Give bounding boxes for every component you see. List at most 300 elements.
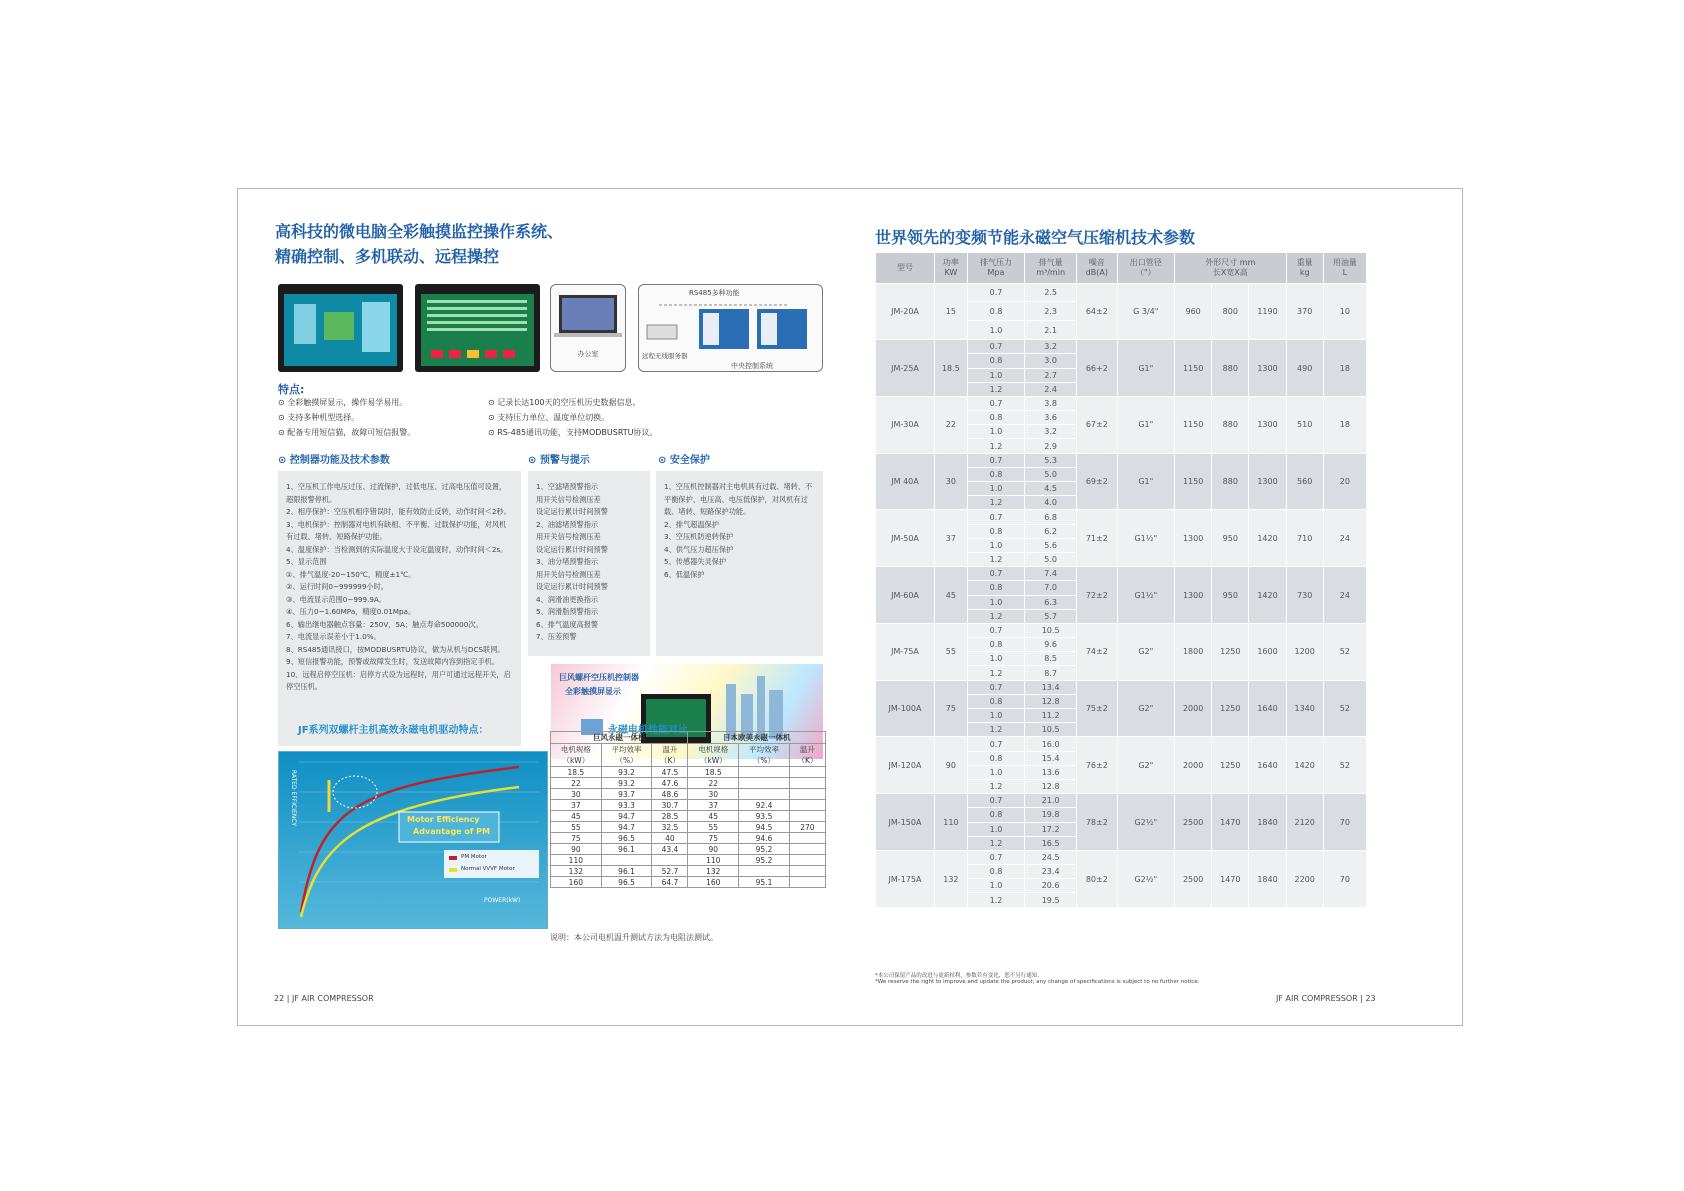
- flow-cell: 5.7: [1025, 609, 1077, 623]
- chart-xlabel: POWER(kW): [484, 897, 521, 904]
- pressure-cell: 0.8: [967, 411, 1024, 425]
- length-cell: 1150: [1175, 340, 1212, 397]
- width-cell: 950: [1212, 567, 1249, 624]
- flow-cell: 2.3: [1025, 302, 1077, 321]
- table-cell: 110: [551, 855, 602, 866]
- flow-cell: 15.4: [1025, 751, 1077, 765]
- left-page: [238, 189, 851, 1025]
- table-cell: 55: [551, 822, 602, 833]
- pressure-cell: 0.7: [967, 567, 1024, 581]
- flow-cell: 2.4: [1025, 382, 1077, 396]
- table-cell: 64.7: [652, 877, 688, 888]
- pressure-cell: 1.0: [967, 482, 1024, 496]
- noise-cell: 76±2: [1077, 737, 1118, 794]
- features-col1: [278, 395, 415, 440]
- noise-cell: 72±2: [1077, 567, 1118, 624]
- box-line: 2、相序保护：空压机相序错误时，能有效防止反转，动作时间＜2秒。: [286, 507, 511, 516]
- pressure-cell: 0.8: [967, 302, 1024, 321]
- model-cell: JM-30A: [876, 396, 935, 453]
- width-cell: 880: [1212, 396, 1249, 453]
- weight-cell: 560: [1286, 453, 1323, 510]
- table-cell: 132: [551, 866, 602, 877]
- noise-cell: 78±2: [1077, 794, 1118, 851]
- weight-cell: 1420: [1286, 737, 1323, 794]
- table-cell: [789, 833, 825, 844]
- box-line: 设定运行累计时间预警: [536, 507, 608, 516]
- table-cell: 270: [789, 822, 825, 833]
- controller-functions-box: [278, 471, 521, 746]
- box-line: 5、传感器失灵保护: [664, 557, 727, 566]
- flow-cell: 4.5: [1025, 482, 1077, 496]
- spec-row: [876, 510, 1367, 524]
- pressure-cell: 1.0: [967, 321, 1024, 340]
- oil-cell: 18: [1323, 396, 1366, 453]
- pressure-cell: 1.2: [967, 893, 1024, 907]
- flow-cell: 7.4: [1025, 567, 1077, 581]
- flow-cell: 4.0: [1025, 496, 1077, 510]
- right-page: [851, 189, 1464, 1025]
- pipe-cell: G1": [1117, 453, 1174, 510]
- pipe-cell: G 3/4": [1117, 283, 1174, 340]
- spec-row: [876, 283, 1367, 302]
- flow-cell: 11.2: [1025, 709, 1077, 723]
- pressure-cell: 1.0: [967, 425, 1024, 439]
- height-cell: 1640: [1249, 737, 1286, 794]
- table-cell: 47.6: [652, 778, 688, 789]
- flow-cell: 8.5: [1025, 652, 1077, 666]
- spec-row: [876, 453, 1367, 467]
- model-cell: JM 40A: [876, 453, 935, 510]
- pressure-cell: 0.8: [967, 751, 1024, 765]
- controller-screen-2: [415, 284, 540, 372]
- table-cell: [789, 767, 825, 778]
- pressure-cell: 0.7: [967, 510, 1024, 524]
- height-cell: 1840: [1249, 850, 1286, 907]
- pressure-cell: 0.7: [967, 283, 1024, 302]
- table-cell: 96.5: [601, 833, 652, 844]
- flow-cell: 2.9: [1025, 439, 1077, 453]
- page-title-line2: 精确控制、多机联动、远程操控: [275, 247, 500, 266]
- length-cell: 1300: [1175, 510, 1212, 567]
- box-line: 6、输出继电器触点容量：250V，5A；触点寿命500000次。: [286, 619, 483, 629]
- pressure-cell: 1.2: [967, 552, 1024, 566]
- spec-note-en: *We reserve the right to improve and update the product; any change of specifications is subject to no further notice.: [875, 979, 1200, 985]
- length-cell: 1300: [1175, 567, 1212, 624]
- flow-cell: 3.8: [1025, 396, 1077, 410]
- flow-cell: 8.7: [1025, 666, 1077, 680]
- length-cell: 1800: [1175, 623, 1212, 680]
- oil-cell: 52: [1323, 737, 1366, 794]
- width-cell: 880: [1212, 453, 1249, 510]
- noise-cell: 71±2: [1077, 510, 1118, 567]
- spec-header: 排气压力 Mpa: [967, 253, 1024, 283]
- box-line: 6、低温保护: [664, 569, 705, 579]
- width-cell: 950: [1212, 510, 1249, 567]
- cmp-header: 平均效率 （%）: [739, 744, 790, 767]
- height-cell: 1300: [1249, 396, 1286, 453]
- oil-cell: 52: [1323, 680, 1366, 737]
- table-cell: 94.7: [601, 822, 652, 833]
- spec-header: 重量 kg: [1286, 253, 1323, 283]
- feature-item: ⊙ 支持压力单位、温度单位切换。: [488, 413, 610, 422]
- table-cell: 93.2: [601, 778, 652, 789]
- table-cell: [789, 800, 825, 811]
- spec-header: 噪音 dB(A): [1077, 253, 1118, 283]
- chart-ylabel: RATED EFFICIENCY: [290, 770, 297, 826]
- table-cell: 96.1: [601, 844, 652, 855]
- feature-item: ⊙ 记录长达100天的空压机历史数据信息。: [488, 398, 641, 407]
- model-cell: JM-20A: [876, 283, 935, 340]
- box-line: 1、空压机工作电压过压、过流保护，过低电压、过高电压值可设置，超限报警停机。: [286, 482, 507, 504]
- box-line: 用开关信号检测压差: [536, 494, 601, 504]
- feature-item: ⊙ 支持多种机型选择。: [278, 413, 360, 422]
- weight-cell: 510: [1286, 396, 1323, 453]
- net-label: RS485多种功能: [689, 289, 740, 297]
- box-line: ②、运行时间0~999999小时。: [286, 582, 388, 591]
- table-cell: 94.7: [601, 811, 652, 822]
- router-label: 远程无线服务器: [642, 352, 688, 360]
- controller-screen-1: [278, 284, 403, 372]
- length-cell: 1150: [1175, 453, 1212, 510]
- pressure-cell: 1.2: [967, 779, 1024, 793]
- box-line: ①、排气温度-20~150℃，精度±1℃。: [286, 569, 416, 579]
- office-label: 办公室: [577, 350, 599, 358]
- kw-cell: 110: [935, 794, 968, 851]
- table-cell: 94.5: [739, 822, 790, 833]
- model-cell: JM-60A: [876, 567, 935, 624]
- flow-cell: 23.4: [1025, 865, 1077, 879]
- flow-cell: 3.6: [1025, 411, 1077, 425]
- table-row: [551, 767, 826, 778]
- height-cell: 1640: [1249, 680, 1286, 737]
- pressure-cell: 1.0: [967, 765, 1024, 779]
- table-cell: [789, 778, 825, 789]
- pressure-cell: 1.2: [967, 382, 1024, 396]
- box-line: 5、润滑脂预警指示: [536, 607, 599, 616]
- box-line: 1、空滤堵预警指示: [536, 482, 599, 491]
- table-cell: 47.5: [652, 767, 688, 778]
- footer-left: 22 | JF AIR COMPRESSOR: [274, 994, 374, 1003]
- pm-compare-table: [550, 731, 826, 888]
- box-line: ④、压力0~1.60MPa，精度0.01Mpa。: [286, 607, 416, 616]
- length-cell: 2500: [1175, 850, 1212, 907]
- noise-cell: 66+2: [1077, 340, 1118, 397]
- pressure-cell: 0.7: [967, 453, 1024, 467]
- cmp-group: 日本欧美永磁一体机: [688, 732, 826, 744]
- length-cell: 1150: [1175, 396, 1212, 453]
- pressure-cell: 0.7: [967, 396, 1024, 410]
- oil-cell: 52: [1323, 623, 1366, 680]
- flow-cell: 17.2: [1025, 822, 1077, 836]
- spec-header: 出口管径 （"）: [1117, 253, 1174, 283]
- pipe-cell: G2½": [1117, 794, 1174, 851]
- spec-table: [875, 253, 1366, 907]
- box-line: 设定运行累计时间预警: [536, 582, 608, 591]
- table-cell: 40: [652, 833, 688, 844]
- efficiency-chart: [278, 751, 548, 929]
- pressure-cell: 0.8: [967, 694, 1024, 708]
- noise-cell: 64±2: [1077, 283, 1118, 340]
- flow-cell: 2.7: [1025, 368, 1077, 382]
- model-cell: JM-75A: [876, 623, 935, 680]
- table-cell: 37: [551, 800, 602, 811]
- table-cell: 30: [688, 789, 739, 800]
- kw-cell: 22: [935, 396, 968, 453]
- warning-box: [528, 471, 650, 656]
- weight-cell: 730: [1286, 567, 1323, 624]
- box-line: 4、润滑油更换指示: [536, 594, 599, 604]
- box-line: 5、显示范围: [286, 557, 327, 566]
- flow-cell: 12.8: [1025, 779, 1077, 793]
- flow-cell: 5.0: [1025, 552, 1077, 566]
- pipe-cell: G2": [1117, 737, 1174, 794]
- pipe-cell: G2": [1117, 680, 1174, 737]
- flow-cell: 6.8: [1025, 510, 1077, 524]
- legend-pm: PM Motor: [461, 854, 487, 860]
- spec-row: [876, 567, 1367, 581]
- weight-cell: 2120: [1286, 794, 1323, 851]
- noise-cell: 67±2: [1077, 396, 1118, 453]
- flow-cell: 19.8: [1025, 808, 1077, 822]
- office-laptop: [550, 284, 626, 372]
- table-cell: 75: [551, 833, 602, 844]
- pm-compare-title: 永磁电机性能对比: [608, 725, 688, 736]
- oil-cell: 10: [1323, 283, 1366, 340]
- width-cell: 1250: [1212, 680, 1249, 737]
- footer-right: JF AIR COMPRESSOR | 23: [1276, 994, 1376, 1003]
- height-cell: 1600: [1249, 623, 1286, 680]
- spec-header: 用油量 L: [1323, 253, 1366, 283]
- box-line: 7、电流显示误差小于1.0%。: [286, 632, 381, 641]
- table-cell: 94.6: [739, 833, 790, 844]
- pressure-cell: 0.8: [967, 865, 1024, 879]
- kw-cell: 18.5: [935, 340, 968, 397]
- cmp-header: 电机规格 （kW）: [551, 744, 602, 767]
- pressure-cell: 1.0: [967, 652, 1024, 666]
- flow-cell: 10.5: [1025, 723, 1077, 737]
- pressure-cell: 1.2: [967, 723, 1024, 737]
- table-cell: 18.5: [551, 767, 602, 778]
- oil-cell: 70: [1323, 850, 1366, 907]
- table-row: [551, 822, 826, 833]
- pressure-cell: 1.0: [967, 368, 1024, 382]
- table-row: [551, 866, 826, 877]
- box-line: 6、排气温度高报警: [536, 619, 599, 629]
- box-line: 用开关信号检测压差: [536, 569, 601, 579]
- cmp-header: 电机规格 （kW）: [688, 744, 739, 767]
- model-cell: JM-150A: [876, 794, 935, 851]
- device-illustrations: [278, 284, 823, 372]
- flow-cell: 13.6: [1025, 765, 1077, 779]
- kw-cell: 45: [935, 567, 968, 624]
- cmp-group: 巨风永磁一体机: [551, 732, 688, 744]
- features-heading: 特点:: [278, 383, 305, 396]
- oil-cell: 20: [1323, 453, 1366, 510]
- table-cell: 93.2: [601, 767, 652, 778]
- box-line: 2、排气超温保护: [664, 519, 719, 529]
- table-cell: [789, 877, 825, 888]
- table-cell: 55: [688, 822, 739, 833]
- box-line: 9、短信报警功能，预警或故障发生时，发送故障内容到指定手机。: [286, 657, 500, 666]
- table-row: [551, 811, 826, 822]
- table-cell: [739, 866, 790, 877]
- spec-row: [876, 396, 1367, 410]
- table-cell: [739, 767, 790, 778]
- flow-cell: 16.0: [1025, 737, 1077, 751]
- box-line: 用开关信号检测压差: [536, 532, 601, 541]
- box-line: 4、供气压力超压保护: [664, 544, 734, 554]
- cmp-header: 温升 （K）: [652, 744, 688, 767]
- table-cell: 90: [688, 844, 739, 855]
- banner-line2: 全彩触摸屏显示: [565, 687, 621, 696]
- table-row: [551, 855, 826, 866]
- oil-cell: 70: [1323, 794, 1366, 851]
- feature-item: ⊙ RS-485通讯功能，支持MODBUSRTU协议。: [488, 428, 658, 437]
- model-cell: JM-120A: [876, 737, 935, 794]
- flow-cell: 5.3: [1025, 453, 1077, 467]
- model-cell: JM-175A: [876, 850, 935, 907]
- jf-drive-title: JF系列双螺杆主机高效永磁电机驱动特点：: [298, 725, 489, 736]
- noise-cell: 74±2: [1077, 623, 1118, 680]
- table-cell: 95.2: [739, 844, 790, 855]
- cmp-header: 平均效率 （%）: [601, 744, 652, 767]
- table-cell: 93.5: [739, 811, 790, 822]
- table-cell: [601, 855, 652, 866]
- spec-row: [876, 680, 1367, 694]
- flow-cell: 13.4: [1025, 680, 1077, 694]
- pressure-cell: 0.7: [967, 340, 1024, 354]
- pressure-cell: 1.2: [967, 836, 1024, 850]
- table-row: [551, 877, 826, 888]
- pressure-cell: 1.0: [967, 822, 1024, 836]
- feature-item: ⊙ 全彩触摸屏显示，操作易学易用。: [278, 398, 408, 407]
- pressure-cell: 0.7: [967, 623, 1024, 637]
- spec-row: [876, 850, 1367, 864]
- height-cell: 1840: [1249, 794, 1286, 851]
- noise-cell: 69±2: [1077, 453, 1118, 510]
- flow-cell: 6.2: [1025, 524, 1077, 538]
- spec-row: [876, 794, 1367, 808]
- width-cell: 1470: [1212, 794, 1249, 851]
- flow-cell: 7.0: [1025, 581, 1077, 595]
- table-cell: [789, 855, 825, 866]
- box-line: 3、油分堵预警指示: [536, 557, 599, 566]
- table-cell: [789, 844, 825, 855]
- pressure-cell: 1.0: [967, 709, 1024, 723]
- flow-cell: 5.6: [1025, 538, 1077, 552]
- table-cell: 96.5: [601, 877, 652, 888]
- table-cell: [739, 778, 790, 789]
- spec-note-cn: *本公司保留产品的改进与更新权利，参数若有变化，恕不另行通知。: [875, 973, 1043, 979]
- spec-row: [876, 737, 1367, 751]
- table-cell: 52.7: [652, 866, 688, 877]
- length-cell: 2000: [1175, 680, 1212, 737]
- box-line: 10、远程启停空压机：启停方式设为远程时，用户可通过远程开关，启停空压机。: [286, 669, 511, 691]
- weight-cell: 370: [1286, 283, 1323, 340]
- network-diagram: [638, 284, 823, 372]
- box-line: 7、压差预警: [536, 632, 577, 641]
- table-cell: 95.2: [739, 855, 790, 866]
- table-cell: 92.4: [739, 800, 790, 811]
- table-cell: 32.5: [652, 822, 688, 833]
- table-cell: 95.1: [739, 877, 790, 888]
- pipe-cell: G2½": [1117, 850, 1174, 907]
- pressure-cell: 0.7: [967, 737, 1024, 751]
- flow-cell: 10.5: [1025, 623, 1077, 637]
- table-cell: [739, 789, 790, 800]
- width-cell: 800: [1212, 283, 1249, 340]
- box-line: 8、RS485通讯接口，按MODBUSRTU协议，做为从机与DCS联网。: [286, 644, 505, 654]
- legend-vvvf: Normal VVVF Motor: [461, 866, 515, 872]
- kw-cell: 55: [935, 623, 968, 680]
- model-cell: JM-100A: [876, 680, 935, 737]
- pipe-cell: G1½": [1117, 510, 1174, 567]
- table-cell: 37: [688, 800, 739, 811]
- table-cell: 96.1: [601, 866, 652, 877]
- spec-title: 世界领先的变频节能永磁空气压缩机技术参数: [875, 228, 1196, 247]
- oil-cell: 18: [1323, 340, 1366, 397]
- width-cell: 1250: [1212, 737, 1249, 794]
- table-row: [551, 789, 826, 800]
- pipe-cell: G2": [1117, 623, 1174, 680]
- table-cell: [652, 855, 688, 866]
- safety-box: [656, 471, 823, 656]
- table-cell: 93.7: [601, 789, 652, 800]
- height-cell: 1190: [1249, 283, 1286, 340]
- flow-cell: 19.5: [1025, 893, 1077, 907]
- weight-cell: 710: [1286, 510, 1323, 567]
- width-cell: 880: [1212, 340, 1249, 397]
- box-line: ③、电流显示范围0~999.9A。: [286, 594, 387, 604]
- machine-label: 中央控制系统: [731, 362, 773, 370]
- sec2-heading: ⊙ 预警与提示: [528, 455, 590, 466]
- box-line: 2、油滤堵预警指示: [536, 519, 599, 529]
- feature-item: ⊙ 配备专用短信猫，故障可短信报警。: [278, 428, 416, 437]
- table-cell: 93.3: [601, 800, 652, 811]
- table-cell: 90: [551, 844, 602, 855]
- table-cell: 30.7: [652, 800, 688, 811]
- pipe-cell: G1½": [1117, 567, 1174, 624]
- spec-header: 外形尺寸 mm 长X宽X高: [1175, 253, 1287, 283]
- banner-line1: 巨风螺杆空压机控制器: [559, 673, 639, 682]
- flow-cell: 5.0: [1025, 467, 1077, 481]
- flow-cell: 2.5: [1025, 283, 1077, 302]
- table-cell: 45: [688, 811, 739, 822]
- flow-cell: 16.5: [1025, 836, 1077, 850]
- model-cell: JM-25A: [876, 340, 935, 397]
- width-cell: 1470: [1212, 850, 1249, 907]
- table-cell: 110: [688, 855, 739, 866]
- model-cell: JM-50A: [876, 510, 935, 567]
- kw-cell: 30: [935, 453, 968, 510]
- spec-header: 功率 KW: [935, 253, 968, 283]
- table-cell: [789, 811, 825, 822]
- width-cell: 1250: [1212, 623, 1249, 680]
- flow-cell: 3.2: [1025, 340, 1077, 354]
- pressure-cell: 1.2: [967, 496, 1024, 510]
- noise-cell: 80±2: [1077, 850, 1118, 907]
- flow-cell: 3.2: [1025, 425, 1077, 439]
- flow-cell: 20.6: [1025, 879, 1077, 893]
- kw-cell: 75: [935, 680, 968, 737]
- pressure-cell: 1.0: [967, 595, 1024, 609]
- box-line: 3、电机保护：控制器对电机有缺相、不平衡、过载保护功能，对风机有过载、堵转、短路保护功能。: [286, 519, 507, 541]
- height-cell: 1420: [1249, 567, 1286, 624]
- table-cell: [789, 866, 825, 877]
- table-cell: 18.5: [688, 767, 739, 778]
- length-cell: 2000: [1175, 737, 1212, 794]
- kw-cell: 132: [935, 850, 968, 907]
